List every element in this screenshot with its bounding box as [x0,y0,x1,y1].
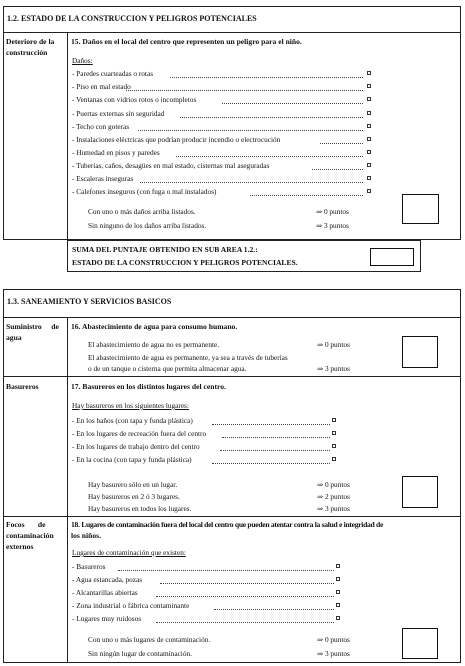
list-item: - Paredes cuarteadas o rotas [72,69,154,78]
list-item: - Tuberías, caños, desagües en mal estado, cisternas mal aseguradas [72,161,270,170]
q18-title-1: 18. Lugares de contaminación fuera del local del centro que pueden atentar contra la salud e integridad de [71,520,384,529]
q16-line-1-points: ⇒ 0 puntos [317,340,350,349]
section-1-3-header-rule [3,317,461,318]
leader-dots [138,130,363,131]
q15-option-2-points: ⇒ 3 puntos [316,221,349,230]
checkbox[interactable] [367,176,371,180]
leader-dots [212,463,330,464]
checkbox[interactable] [332,444,336,448]
list-item: - Escaleras inseguras [72,174,134,183]
leader-dots [170,77,363,78]
list-item: - En los lugares de trabajo dentro del centro [72,442,200,451]
q16-line-3: o de un tanque o cisterna que permita almacenar agua. [88,364,247,373]
q18-option-2-points: ⇒ 3 puntos [317,649,350,658]
q17-option-1-points: ⇒ 0 puntos [317,480,350,489]
checkbox[interactable] [336,603,340,607]
checkbox[interactable] [332,418,336,422]
list-item: - Alcantarillas abiertas [72,588,138,597]
list-item: - Instalaciones eléctricas que podrían producir incendio o electrocución [72,135,281,144]
q17-bottom-rule [3,516,461,517]
focos-label-2: contaminación [6,531,54,540]
checkbox[interactable] [332,457,336,461]
sum-1-2-line-2: ESTADO DE LA CONSTRUCCION Y PELIGROS POTENCIALES. [72,258,298,267]
leader-dots [176,156,363,157]
checkbox[interactable] [367,97,371,101]
leader-dots [222,437,330,438]
list-item: - Ventanas con vidrios rotos o incompletos [72,95,197,104]
leader-dots [180,117,363,118]
q18-list-title: Lugares de contaminación que existen: [72,548,186,557]
section-1-3-header: 1.3. SANEAMIENTO Y SERVICIOS BASICOS [7,297,172,306]
q17-option-2: Hay basureros en 2 ó 3 lugares. [88,492,180,501]
checkbox[interactable] [332,431,336,435]
q17-title: 17. Basureros en los distintos lugares del centro. [71,382,226,391]
focos-label: Focos de [6,520,46,529]
list-item: - Zona industrial o fábrica contaminante [72,601,190,610]
suministro-label-2: agua [6,333,22,342]
list-item: - Basureros [72,562,106,571]
checkbox[interactable] [367,111,371,115]
leader-dots [250,195,363,196]
deterioro-label-2: construcción [6,48,48,57]
q18-option-2: Sin ningún lugar de contaminación. [88,649,192,658]
q15-option-2: Sin ninguno de los daños arriba listados. [88,221,207,230]
checkbox[interactable] [367,189,371,193]
leader-dots [312,169,363,170]
leader-dots [156,622,334,623]
q16-line-3-points: ⇒ 3 puntos [317,364,350,373]
q16-title: 16. Abastecimiento de agua para consumo humano. [71,322,238,331]
leader-dots [222,103,363,104]
q15-score-box[interactable] [402,194,439,224]
leader-dots [214,609,334,610]
sum-1-2-line-1: SUMA DEL PUNTAJE OBTENIDO EN SUB AREA 1.2.: [72,245,258,254]
leader-dots [118,570,334,571]
q16-line-1: El abastecimiento de agua no es permanente. [88,340,220,349]
q17-option-1: Hay basurero sólo en un lugar. [88,480,178,489]
checkbox[interactable] [367,163,371,167]
leader-dots [320,143,363,144]
list-item: - Calefones inseguros (con fuga o mal instalados) [72,187,217,196]
checkbox[interactable] [367,84,371,88]
q16-line-2: El abastecimiento de agua es permanente, ya sea a través de tuberías [88,353,288,362]
list-item: - Agua estancada, pozas [72,575,143,584]
q16-bottom-rule [3,376,461,377]
leader-dots [140,182,363,183]
checkbox[interactable] [336,564,340,568]
section-1-2-header: 1.2. ESTADO DE LA CONSTRUCCION Y PELIGROS POTENCIALES [7,14,257,23]
checkbox[interactable] [336,577,340,581]
q18-title-2: los niños. [71,531,101,540]
q18-score-box[interactable] [402,628,438,659]
list-item: - En los lugares de recreación fuera del centro [72,429,207,438]
checkbox[interactable] [336,616,340,620]
leader-dots [156,596,334,597]
checkbox[interactable] [367,137,371,141]
q17-score-box[interactable] [402,476,438,508]
leader-dots [212,424,330,425]
q17-option-2-points: ⇒ 2 puntos [317,492,350,501]
checkbox[interactable] [367,124,371,128]
suministro-label: Suministro de [6,322,59,331]
basureros-label: Basureros [6,382,39,391]
q18-option-1-points: ⇒ 0 puntos [317,635,350,644]
list-item: - Humedad en pisos y paredes [72,148,160,157]
list-item: - En la cocina (con tapa y funda plástica) [72,455,192,464]
leader-dots [126,90,363,91]
leader-dots [160,583,334,584]
q16-score-box[interactable] [402,336,438,368]
list-item: - En los baños (con tapa y funda plástica) [72,416,193,425]
checkbox[interactable] [336,590,340,594]
section-1-2-column-rule [67,32,68,240]
q17-option-3: Hay basureros en todos los lugares. [88,504,192,513]
q15-title: 15. Daños en el local del centro que representen un peligro para el niño. [71,37,302,46]
q18-option-1: Con uno o más lugares de contaminación. [88,635,211,644]
list-item: - Piso en mal estado [72,82,131,91]
deterioro-label: Deterioro de la [6,37,55,46]
checkbox[interactable] [367,150,371,154]
q17-list-title: Hay basureros en los siguientes lugares: [72,401,189,410]
q17-option-3-points: ⇒ 3 puntos [317,504,350,513]
q15-option-1: Con uno o más daños arriba listados. [88,207,196,216]
focos-label-3: externos [6,542,34,551]
list-item: - Techo con goteras [72,122,130,131]
section-1-3-column-rule [67,317,68,663]
list-item: - Puertas externas sin seguridad [72,109,165,118]
q15-option-1-points: ⇒ 0 puntos [316,207,349,216]
leader-dots [220,450,330,451]
q15-list-title: Daños: [72,56,93,65]
checkbox[interactable] [367,71,371,75]
list-item: - Lugares muy ruidosos [72,614,142,623]
sum-1-2-score-box[interactable] [370,248,414,266]
section-1-2-header-rule [3,32,461,33]
